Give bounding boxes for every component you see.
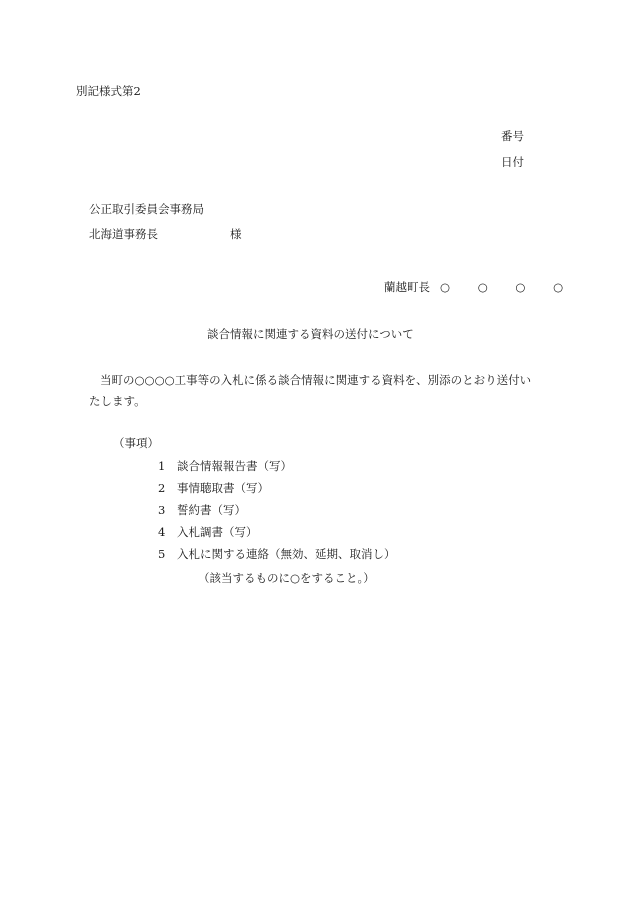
list-item-text: 談合情報報告書（写） <box>177 459 292 473</box>
list-item-number: 3 <box>158 503 166 517</box>
addressee-title <box>89 229 242 241</box>
list-item <box>158 549 396 561</box>
addressee-organization: 公正取引委員会事務局 <box>89 202 204 216</box>
list-item-number: 2 <box>158 481 166 495</box>
document-number-label: 番号 <box>501 129 524 143</box>
body-text-line-2: たします。 <box>89 394 146 408</box>
addressee-honorific: 様 <box>230 227 242 241</box>
document-subject: 談合情報に関連する資料の送付について <box>207 327 414 341</box>
list-item <box>158 461 292 473</box>
list-item <box>158 483 269 495</box>
sender-name: ○ ○ ○ ○ <box>440 280 576 294</box>
list-item-number: 5 <box>158 547 166 561</box>
addressee-position: 北海道事務長 <box>89 227 158 241</box>
sender <box>384 282 575 294</box>
list-item <box>158 505 246 517</box>
sender-title: 蘭越町長 <box>384 280 430 294</box>
form-label: 別記様式第2 <box>76 84 141 98</box>
list-item-number: 4 <box>158 525 166 539</box>
body-text-line-1: 当町の○○○○工事等の入札に係る談合情報に関連する資料を、別添のとおり送付い <box>100 373 532 387</box>
list-item-text: 入札調書（写） <box>177 525 258 539</box>
list-item-text: 入札に関する連絡（無効、延期、取消し） <box>177 547 396 561</box>
instruction-note: （該当するものに○をすること。） <box>198 571 375 585</box>
list-item-number: 1 <box>158 459 166 473</box>
list-item-text: 事情聴取書（写） <box>177 481 269 495</box>
document-date-label: 日付 <box>501 155 524 169</box>
matters-heading: （事項） <box>113 436 159 450</box>
list-item <box>158 527 258 539</box>
list-item-text: 誓約書（写） <box>177 503 246 517</box>
